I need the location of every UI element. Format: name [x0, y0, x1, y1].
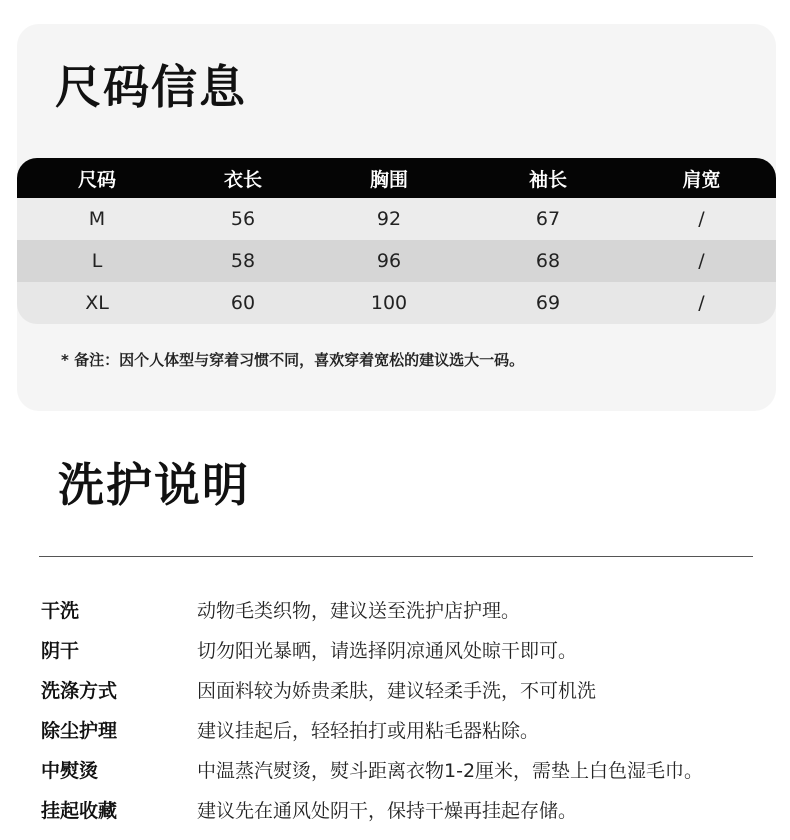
- header-chest: 胸围: [369, 168, 408, 191]
- size-section-title: 尺码信息: [55, 60, 247, 114]
- care-label: 干洗: [41, 599, 80, 622]
- table-row: [17, 282, 776, 324]
- care-description: 中温蒸汽熨烫，熨斗距离衣物1-2厘米，需垫上白色湿毛巾。: [197, 759, 704, 782]
- list-item: [41, 749, 781, 789]
- sleeve-cell: 69: [535, 292, 561, 314]
- sleeve-cell: 67: [535, 208, 561, 230]
- header-length: 衣长: [223, 168, 262, 191]
- care-description: 建议挂起后，轻轻拍打或用粘毛器粘除。: [197, 719, 540, 742]
- size-table-header: [17, 158, 776, 198]
- length-cell: 60: [230, 292, 256, 314]
- size-cell: XL: [85, 292, 109, 314]
- list-item: [41, 789, 781, 829]
- size-cell: L: [91, 250, 103, 272]
- chest-cell: 96: [376, 250, 402, 272]
- list-item: [41, 709, 781, 749]
- care-label: 除尘护理: [41, 719, 118, 742]
- size-cell: M: [88, 208, 106, 230]
- list-item: [41, 629, 781, 669]
- list-item: [41, 589, 781, 629]
- table-row: [17, 198, 776, 240]
- care-label: 中熨烫: [41, 759, 99, 782]
- chest-cell: 92: [376, 208, 402, 230]
- shoulder-cell: /: [698, 250, 705, 272]
- care-label: 阴干: [41, 639, 80, 662]
- shoulder-cell: /: [698, 208, 705, 230]
- header-sleeve: 袖长: [528, 168, 567, 191]
- header-shoulder: 肩宽: [682, 168, 721, 191]
- care-description: 动物毛类织物，建议送至洗护店护理。: [197, 599, 521, 622]
- shoulder-cell: /: [698, 292, 705, 314]
- size-note: * 备注：因个人体型与穿着习惯不同，喜欢穿着宽松的建议选大一码。: [61, 351, 525, 369]
- care-list: [41, 589, 781, 829]
- care-section-title: 洗护说明: [58, 458, 250, 512]
- length-cell: 56: [230, 208, 256, 230]
- care-label: 洗涤方式: [41, 679, 118, 702]
- care-description: 切勿阳光暴晒，请选择阴凉通风处晾干即可。: [197, 639, 578, 662]
- table-row: [17, 240, 776, 282]
- list-item: [41, 669, 781, 709]
- size-info-card: [17, 24, 776, 411]
- sleeve-cell: 68: [535, 250, 561, 272]
- header-size: 尺码: [77, 168, 116, 191]
- divider: [39, 556, 753, 557]
- size-table: [17, 158, 776, 324]
- length-cell: 58: [230, 250, 256, 272]
- care-description: 建议先在通风处阴干，保持干燥再挂起存储。: [197, 799, 578, 822]
- care-description: 因面料较为娇贵柔肤，建议轻柔手洗，不可机洗: [197, 679, 597, 702]
- care-label: 挂起收藏: [41, 799, 118, 822]
- chest-cell: 100: [370, 292, 408, 314]
